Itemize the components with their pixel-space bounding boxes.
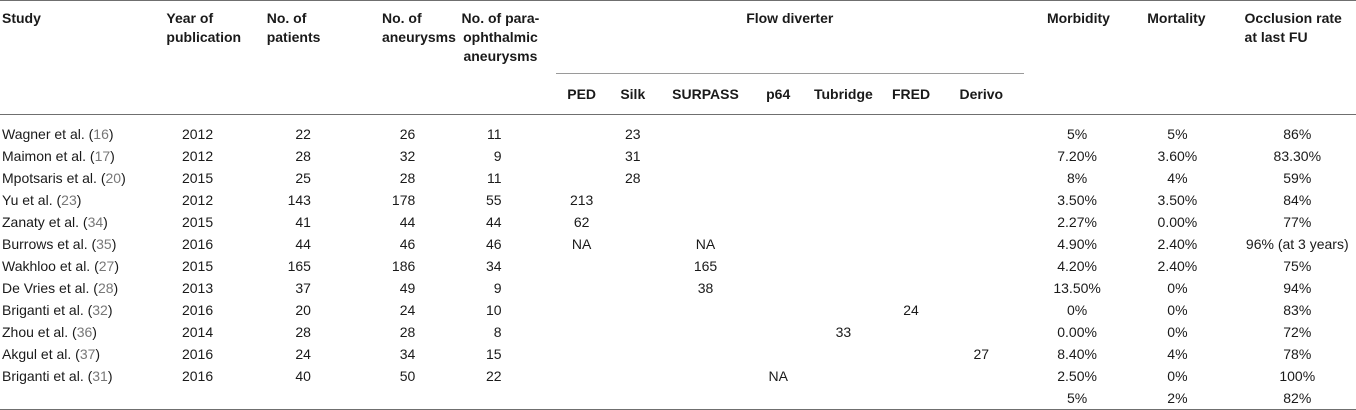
fred-cell bbox=[883, 343, 938, 365]
table-row bbox=[0, 343, 1356, 365]
patients-cell: 28 bbox=[295, 147, 311, 164]
tubridge-cell bbox=[803, 255, 883, 277]
tubridge-cell bbox=[803, 167, 883, 189]
occlusion-cell: 83% bbox=[1283, 301, 1312, 318]
reference-close: ) bbox=[113, 279, 119, 296]
year-cell: 2015 bbox=[181, 169, 214, 186]
header-aneurysms: No. of aneurysms bbox=[381, 10, 456, 45]
study-cell bbox=[0, 255, 146, 277]
reference-link[interactable]: 20 bbox=[105, 169, 122, 186]
reference-close: ) bbox=[103, 213, 108, 230]
tubridge-cell bbox=[803, 123, 883, 145]
para-ophthalmic-cell: 44 bbox=[486, 213, 502, 230]
surpass-cell bbox=[658, 343, 753, 365]
derivo-cell bbox=[939, 211, 1024, 233]
aneurysms-cell: 49 bbox=[399, 279, 416, 296]
study-cell bbox=[0, 233, 146, 255]
header-patients: No. of patients bbox=[266, 10, 321, 45]
header-device-p64: p64 bbox=[753, 74, 803, 115]
header-device-surpass: SURPASS bbox=[658, 74, 753, 115]
header-device-tubridge: Tubridge bbox=[803, 74, 883, 115]
year-cell bbox=[146, 387, 250, 410]
p64-cell bbox=[753, 299, 803, 321]
reference-close: ) bbox=[110, 147, 115, 164]
table-row bbox=[0, 365, 1356, 387]
study-cell bbox=[0, 167, 146, 189]
derivo-cell bbox=[939, 299, 1024, 321]
derivo-cell bbox=[939, 233, 1024, 255]
year-cell: 2016 bbox=[181, 345, 214, 362]
header-device-fred: FRED bbox=[883, 74, 938, 115]
table-row bbox=[0, 387, 1356, 410]
reference-close: ) bbox=[107, 301, 113, 318]
derivo-cell bbox=[939, 189, 1024, 211]
patients-cell: 25 bbox=[295, 169, 311, 186]
patients-cell: 24 bbox=[295, 345, 311, 362]
patients-cell: 41 bbox=[295, 213, 311, 230]
silk-cell bbox=[608, 255, 658, 277]
year-cell: 2012 bbox=[181, 191, 214, 208]
para-ophthalmic-cell: 9 bbox=[493, 279, 502, 296]
table-row bbox=[0, 255, 1356, 277]
study-cell bbox=[0, 321, 146, 343]
study-name: Zhou et al. ( bbox=[2, 323, 77, 340]
morbidity-cell: 8.40% bbox=[1057, 345, 1097, 362]
derivo-cell bbox=[939, 255, 1024, 277]
reference-link[interactable]: 27 bbox=[98, 257, 115, 274]
ped-cell bbox=[556, 255, 608, 277]
mortality-cell: 0% bbox=[1167, 301, 1188, 318]
p64-cell bbox=[753, 255, 803, 277]
study-name: Akgul et al. ( bbox=[2, 345, 80, 362]
study-name: Wakhloo et al. ( bbox=[2, 257, 99, 274]
reference-close: ) bbox=[95, 345, 101, 362]
aneurysms-cell: 50 bbox=[399, 367, 416, 384]
aneurysms-cell: 44 bbox=[399, 213, 416, 230]
derivo-cell bbox=[939, 123, 1024, 145]
fred-cell: 24 bbox=[903, 301, 919, 318]
table-row bbox=[0, 189, 1356, 211]
p64-cell bbox=[753, 321, 803, 343]
study-cell bbox=[0, 343, 146, 365]
mortality-cell: 5% bbox=[1167, 125, 1188, 142]
tubridge-cell bbox=[803, 299, 883, 321]
aneurysms-cell: 26 bbox=[399, 125, 416, 142]
table-row bbox=[0, 123, 1356, 145]
year-cell: 2016 bbox=[181, 235, 214, 252]
fred-cell bbox=[883, 321, 938, 343]
tubridge-cell bbox=[803, 365, 883, 387]
para-ophthalmic-cell bbox=[451, 387, 555, 410]
occlusion-cell: 96% (at 3 years) bbox=[1245, 235, 1349, 252]
silk-cell: 23 bbox=[625, 125, 641, 142]
study-cell bbox=[0, 299, 146, 321]
morbidity-cell: 7.20% bbox=[1057, 147, 1097, 164]
morbidity-cell: 13.50% bbox=[1053, 279, 1101, 296]
header-para-ophthalmic: No. of para-ophthalmic aneurysms bbox=[461, 10, 540, 64]
surpass-cell: 165 bbox=[693, 257, 718, 274]
surpass-cell bbox=[658, 123, 753, 145]
header-mortality: Mortality bbox=[1147, 10, 1206, 26]
tubridge-cell bbox=[803, 211, 883, 233]
year-cell: 2015 bbox=[181, 257, 214, 274]
p64-cell bbox=[753, 211, 803, 233]
derivo-cell bbox=[939, 387, 1024, 410]
patients-cell: 143 bbox=[287, 191, 311, 208]
reference-link[interactable]: 16 bbox=[93, 125, 109, 142]
silk-cell bbox=[608, 365, 658, 387]
aneurysms-cell: 32 bbox=[399, 147, 416, 164]
tubridge-cell bbox=[803, 343, 883, 365]
fred-cell bbox=[883, 233, 938, 255]
tubridge-cell bbox=[803, 189, 883, 211]
para-ophthalmic-cell: 34 bbox=[486, 257, 502, 274]
ped-cell bbox=[556, 343, 608, 365]
patients-cell bbox=[251, 387, 337, 410]
reference-link[interactable]: 28 bbox=[97, 279, 114, 296]
silk-cell bbox=[608, 189, 658, 211]
study-cell bbox=[0, 211, 146, 233]
reference-link[interactable]: 23 bbox=[61, 191, 77, 208]
mortality-cell: 2.40% bbox=[1157, 235, 1198, 252]
year-cell: 2016 bbox=[181, 367, 214, 384]
study-name: Burrows et al. ( bbox=[2, 235, 97, 252]
mortality-cell: 0% bbox=[1167, 279, 1188, 296]
year-cell: 2012 bbox=[181, 125, 214, 142]
occlusion-cell: 83.30% bbox=[1273, 147, 1322, 164]
study-name: Wagner et al. ( bbox=[2, 125, 94, 142]
mortality-cell: 2.40% bbox=[1157, 257, 1198, 274]
para-ophthalmic-cell: 11 bbox=[487, 169, 502, 186]
patients-cell: 28 bbox=[295, 323, 311, 340]
patients-cell: 22 bbox=[295, 125, 311, 142]
occlusion-cell: 72% bbox=[1283, 323, 1312, 340]
silk-cell bbox=[608, 211, 658, 233]
p64-cell bbox=[753, 343, 803, 365]
morbidity-cell: 4.20% bbox=[1057, 257, 1097, 274]
morbidity-cell: 3.50% bbox=[1057, 191, 1097, 208]
study-cell bbox=[0, 277, 146, 299]
fred-cell bbox=[883, 387, 938, 410]
ped-cell: NA bbox=[571, 235, 592, 252]
morbidity-cell: 8% bbox=[1066, 169, 1088, 186]
morbidity-cell: 5% bbox=[1066, 125, 1088, 142]
ped-cell bbox=[556, 299, 608, 321]
mortality-cell: 0.00% bbox=[1157, 213, 1198, 230]
derivo-cell bbox=[939, 321, 1024, 343]
table-row bbox=[0, 321, 1356, 343]
ped-cell bbox=[556, 277, 608, 299]
occlusion-cell: 84% bbox=[1283, 191, 1312, 208]
ped-cell: 213 bbox=[569, 191, 594, 208]
morbidity-cell: 0.00% bbox=[1057, 323, 1097, 340]
year-cell: 2012 bbox=[181, 147, 214, 164]
p64-cell bbox=[753, 189, 803, 211]
fred-cell bbox=[883, 145, 938, 167]
header-device-silk: Silk bbox=[608, 74, 658, 115]
ped-cell bbox=[556, 387, 608, 410]
study-name: Briganti et al. ( bbox=[2, 367, 93, 384]
study-name: Briganti et al. ( bbox=[2, 301, 93, 318]
reference-close: ) bbox=[121, 169, 126, 186]
p64-cell bbox=[753, 387, 803, 410]
surpass-cell bbox=[658, 299, 753, 321]
reference-close: ) bbox=[107, 367, 113, 384]
surpass-cell bbox=[658, 189, 753, 211]
occlusion-cell: 94% bbox=[1283, 279, 1312, 296]
table-row bbox=[0, 211, 1356, 233]
p64-cell bbox=[753, 233, 803, 255]
silk-cell: 31 bbox=[625, 147, 641, 164]
para-ophthalmic-cell: 9 bbox=[493, 147, 502, 164]
derivo-cell bbox=[939, 365, 1024, 387]
study-name: Maimon et al. ( bbox=[2, 147, 95, 164]
para-ophthalmic-cell: 11 bbox=[487, 125, 502, 142]
study-name: Zanaty et al. ( bbox=[2, 213, 88, 230]
occlusion-cell: 75% bbox=[1283, 257, 1312, 274]
fred-cell bbox=[883, 123, 938, 145]
table-row bbox=[0, 167, 1356, 189]
fred-cell bbox=[883, 189, 938, 211]
reference-close: ) bbox=[114, 257, 119, 274]
patients-cell: 37 bbox=[295, 279, 311, 296]
reference-close: ) bbox=[92, 323, 97, 340]
silk-cell bbox=[608, 321, 658, 343]
tubridge-cell bbox=[803, 387, 883, 410]
surpass-cell: NA bbox=[695, 235, 716, 252]
derivo-cell bbox=[939, 167, 1024, 189]
occlusion-cell: 59% bbox=[1283, 169, 1312, 186]
ped-cell bbox=[556, 145, 608, 167]
table-body bbox=[0, 115, 1356, 410]
tubridge-cell bbox=[803, 233, 883, 255]
surpass-cell bbox=[658, 211, 753, 233]
tubridge-cell bbox=[803, 277, 883, 299]
table-row bbox=[0, 145, 1356, 167]
p64-cell bbox=[753, 145, 803, 167]
reference-link[interactable]: 31 bbox=[92, 367, 108, 384]
header-morbidity: Morbidity bbox=[1046, 10, 1110, 26]
reference-close: ) bbox=[111, 235, 117, 252]
table-row bbox=[0, 299, 1356, 321]
study-cell bbox=[0, 189, 146, 211]
aneurysms-cell: 28 bbox=[399, 323, 416, 340]
para-ophthalmic-cell: 46 bbox=[486, 235, 502, 252]
mortality-cell: 4% bbox=[1167, 345, 1188, 362]
silk-cell: 28 bbox=[625, 169, 641, 186]
para-ophthalmic-cell: 15 bbox=[486, 345, 502, 362]
fred-cell bbox=[883, 167, 938, 189]
derivo-cell: 27 bbox=[973, 345, 990, 362]
p64-cell bbox=[753, 277, 803, 299]
mortality-cell: 3.50% bbox=[1157, 191, 1198, 208]
mortality-cell: 3.60% bbox=[1157, 147, 1198, 164]
header-occlusion: Occlusion rate at last FU bbox=[1244, 10, 1342, 45]
para-ophthalmic-cell: 10 bbox=[486, 301, 502, 318]
mortality-cell: 0% bbox=[1167, 323, 1188, 340]
derivo-cell bbox=[939, 145, 1024, 167]
aneurysms-cell: 178 bbox=[391, 191, 416, 208]
study-cell bbox=[0, 365, 146, 387]
header-year: Year of publication bbox=[166, 10, 242, 45]
reference-close: ) bbox=[108, 125, 114, 142]
morbidity-cell: 2.50% bbox=[1057, 367, 1097, 384]
derivo-cell bbox=[939, 277, 1024, 299]
surpass-cell bbox=[658, 167, 753, 189]
morbidity-cell: 0% bbox=[1066, 301, 1088, 318]
study-cell bbox=[0, 387, 146, 410]
reference-link[interactable]: 37 bbox=[79, 345, 96, 362]
aneurysms-cell: 28 bbox=[399, 169, 416, 186]
reference-link[interactable]: 36 bbox=[76, 323, 93, 340]
mortality-cell: 0% bbox=[1167, 367, 1188, 384]
surpass-cell bbox=[658, 387, 753, 410]
p64-cell: NA bbox=[768, 367, 788, 384]
patients-cell: 20 bbox=[295, 301, 311, 318]
ped-cell bbox=[556, 123, 608, 145]
table-row bbox=[0, 233, 1356, 255]
occlusion-cell: 82% bbox=[1233, 387, 1356, 410]
ped-cell: 62 bbox=[573, 213, 590, 230]
aneurysms-cell: 186 bbox=[391, 257, 416, 274]
tubridge-cell: 33 bbox=[835, 323, 852, 340]
aneurysms-cell bbox=[337, 387, 451, 410]
year-cell: 2015 bbox=[181, 213, 214, 230]
study-name: Mpotsaris et al. ( bbox=[2, 169, 106, 186]
surpass-cell bbox=[658, 321, 753, 343]
surpass-cell bbox=[658, 365, 753, 387]
study-name: De Vries et al. ( bbox=[2, 279, 98, 296]
mortality-cell: 2% bbox=[1128, 387, 1232, 410]
silk-cell bbox=[608, 343, 658, 365]
ped-cell bbox=[556, 321, 608, 343]
fred-cell bbox=[883, 255, 938, 277]
aneurysms-cell: 24 bbox=[399, 301, 416, 318]
header-device-derivo: Derivo bbox=[939, 74, 1024, 115]
table-row bbox=[0, 277, 1356, 299]
surpass-cell bbox=[658, 145, 753, 167]
fred-cell bbox=[883, 277, 938, 299]
tubridge-cell bbox=[803, 145, 883, 167]
patients-cell: 44 bbox=[295, 235, 311, 252]
year-cell: 2014 bbox=[181, 323, 214, 340]
ped-cell bbox=[556, 167, 608, 189]
aneurysms-cell: 46 bbox=[399, 235, 416, 252]
silk-cell bbox=[608, 277, 658, 299]
fred-cell bbox=[883, 211, 938, 233]
header-study: Study bbox=[2, 10, 41, 26]
patients-cell: 165 bbox=[287, 257, 311, 274]
morbidity-cell: 2.27% bbox=[1057, 213, 1097, 230]
header-flow-diverter: Flow diverter bbox=[746, 10, 834, 26]
occlusion-cell: 100% bbox=[1279, 367, 1316, 384]
mortality-cell: 4% bbox=[1167, 169, 1188, 186]
p64-cell bbox=[753, 123, 803, 145]
fred-cell bbox=[883, 365, 938, 387]
morbidity-cell: 4.90% bbox=[1057, 235, 1097, 252]
occlusion-cell: 77% bbox=[1283, 213, 1312, 230]
ped-cell bbox=[556, 365, 608, 387]
table-header bbox=[0, 1, 1356, 115]
header-device-ped: PED bbox=[556, 74, 608, 115]
silk-cell bbox=[608, 299, 658, 321]
year-cell: 2016 bbox=[181, 301, 214, 318]
reference-link[interactable]: 34 bbox=[87, 213, 104, 230]
reference-link[interactable]: 17 bbox=[94, 147, 111, 164]
para-ophthalmic-cell: 8 bbox=[493, 323, 502, 340]
p64-cell bbox=[753, 167, 803, 189]
aneurysms-cell: 34 bbox=[399, 345, 416, 362]
occlusion-cell: 86% bbox=[1283, 125, 1312, 142]
reference-link[interactable]: 35 bbox=[96, 235, 112, 252]
silk-cell bbox=[608, 387, 658, 410]
surpass-cell: 38 bbox=[697, 279, 714, 296]
study-name: Yu et al. ( bbox=[2, 191, 62, 208]
silk-cell bbox=[608, 233, 658, 255]
occlusion-cell: 78% bbox=[1283, 345, 1312, 362]
para-ophthalmic-cell: 55 bbox=[486, 191, 502, 208]
patients-cell: 40 bbox=[295, 367, 311, 384]
reference-close: ) bbox=[76, 191, 82, 208]
year-cell: 2013 bbox=[181, 279, 214, 296]
para-ophthalmic-cell: 22 bbox=[486, 367, 502, 384]
reference-link[interactable]: 32 bbox=[92, 301, 108, 318]
study-cell bbox=[0, 145, 146, 167]
morbidity-cell: 5% bbox=[1024, 387, 1128, 410]
study-cell bbox=[0, 123, 146, 145]
